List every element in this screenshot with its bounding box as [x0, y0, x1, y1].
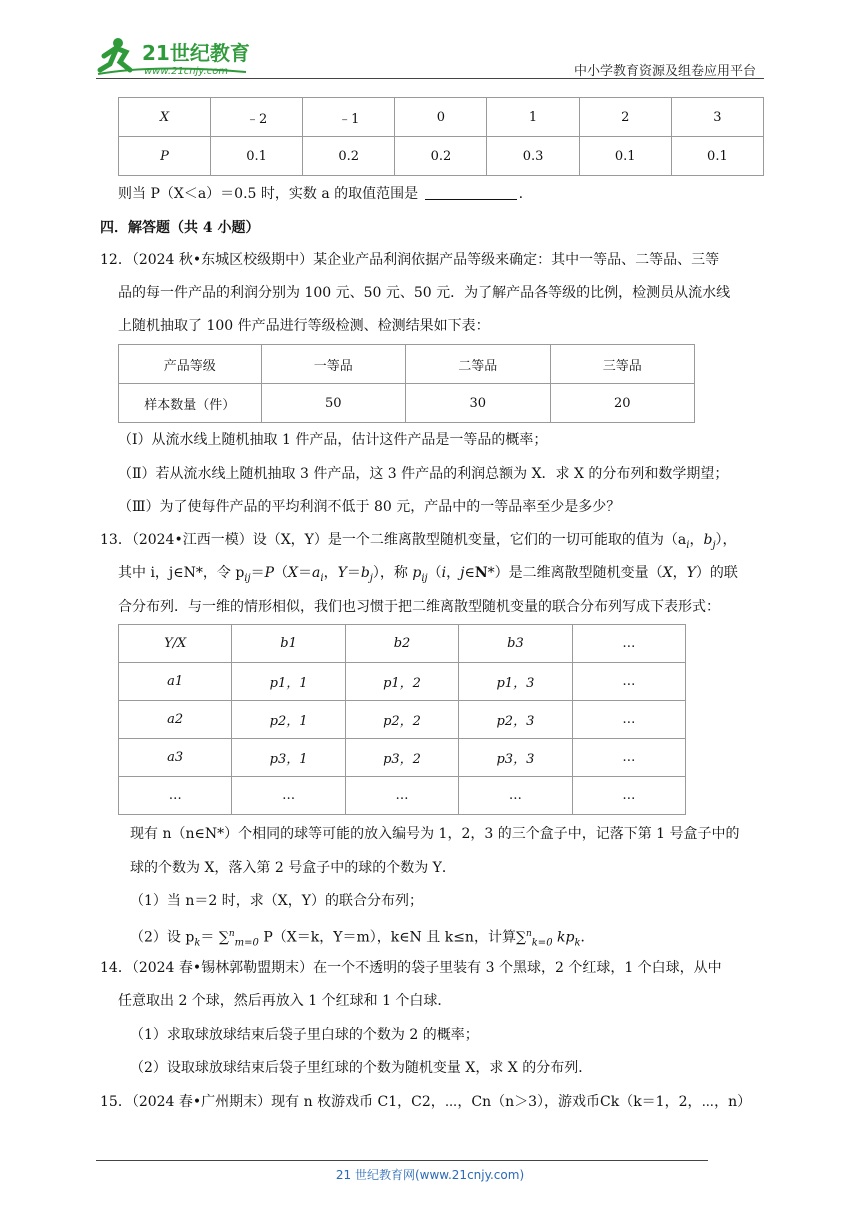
table-cell: ﹣1: [303, 98, 395, 137]
table-cell: …: [232, 777, 345, 815]
table-row: [119, 384, 695, 423]
table-cell: …: [572, 663, 685, 701]
table-cell: 3: [671, 98, 763, 137]
table-cell: p2，3: [459, 701, 572, 739]
table-cell: 0: [395, 98, 487, 137]
grade-table: [118, 344, 695, 423]
table-row: [119, 663, 686, 701]
table-row: [119, 777, 686, 815]
header-divider: [96, 78, 764, 79]
table-cell: 0.2: [303, 137, 395, 176]
row-head: a2: [119, 701, 232, 739]
table-cell: p2，2: [345, 701, 458, 739]
table-cell: p1，2: [345, 663, 458, 701]
row-head: …: [119, 777, 232, 815]
row-label-x: X: [119, 98, 211, 137]
site-logo: [96, 34, 266, 78]
q12-line3: 上随机抽取了 100 件产品进行等级检测、检测结果如下表：: [118, 318, 490, 334]
q13-line2: 其中 i，j∈N*，令 $p_{ij}=P(X=a_i$，$Y=b_j$），称 $p_{ij}(i$，j∈N*）是二维离散型随机变量（X，Y）的联: [118, 565, 738, 584]
row-label-p: P: [119, 137, 211, 176]
table-cell: …: [572, 701, 685, 739]
logo-runner-icon: [96, 34, 266, 78]
table-row: [119, 98, 764, 137]
table-cell: 50: [261, 384, 405, 423]
table-cell: …: [572, 739, 685, 777]
section-title: 四．解答题（共 4 小题）: [100, 220, 260, 236]
table-cell: p3，2: [345, 739, 458, 777]
table-cell: …: [459, 777, 572, 815]
table-cell: …: [572, 777, 685, 815]
logo-text: 21世纪教育: [142, 41, 250, 65]
footer-divider: [96, 1160, 708, 1161]
table-cell: 20: [550, 384, 695, 423]
q13-para2: 球的个数为 X，落入第 2 号盒子中的球的个数为 Y．: [130, 860, 456, 876]
table-header: b1: [232, 625, 345, 663]
table-header: 二等品: [406, 345, 550, 384]
table-cell: 0.1: [211, 137, 303, 176]
table-row: [119, 345, 695, 384]
q13-sub2-b: P（X＝k，Y＝m），k∈N 且 k≤n，计算: [263, 929, 516, 946]
table-header: 产品等级: [119, 345, 262, 384]
footer-link[interactable]: 21 世纪教育网(www.21cnjy.com): [335, 1168, 525, 1182]
table-header: 三等品: [550, 345, 695, 384]
q13-line2-text: 其中 i，j∈N*，令 p: [118, 565, 245, 581]
row-head: a1: [119, 663, 232, 701]
q13-sub2: （2）设 $p_k= \sum^n_{m=0}$ P（X＝k，Y＝m），k∈N 且 k≤n，计算∑$^n_{k=0}$ $kp_k$．: [130, 929, 595, 949]
answer-blank: [425, 185, 517, 200]
table-header: …: [572, 625, 685, 663]
table-cell: 0.2: [395, 137, 487, 176]
q11-text: 则当 P（X＜a）＝0.5 时，实数 a 的取值范围是: [118, 186, 419, 202]
table-header: b2: [345, 625, 458, 663]
table-cell: …: [345, 777, 458, 815]
table-cell: p3，1: [232, 739, 345, 777]
q11-tail: [118, 184, 523, 204]
table-row: [119, 137, 764, 176]
q13-line1: 13．（2024•江西一模）设（X，Y）是一个二维离散型随机变量，它们的一切可能取的值为（$a_i$，$b_j$），: [100, 532, 737, 551]
q13-sub1: （1）当 n＝2 时，求（X，Y）的联合分布列；: [130, 893, 423, 909]
q12-sub1: （Ⅰ）从流水线上随机抽取 1 件产品，估计这件产品是一等品的概率；: [118, 432, 548, 448]
table-cell: p1，1: [232, 663, 345, 701]
table-header: b3: [459, 625, 572, 663]
q14-line1: 14．（2024 春•锡林郭勒盟期末）在一个不透明的袋子里装有 3 个黑球，2 个红球，1 个白球，从中: [100, 960, 722, 976]
q14-sub2: （2）设取球放球结束后袋子里红球的个数为随机变量 X，求 X 的分布列．: [130, 1060, 593, 1076]
q12-line2: 品的每一件产品的利润分别为 100 元、50 元、50 元．为了解产品各等级的比例，检测员从流水线: [118, 285, 731, 301]
table-cell: 0.1: [579, 137, 671, 176]
q13-sub2-c: kp: [557, 929, 575, 946]
q13-line3: 合分布列．与一维的情形相似，我们也习惯于把二维离散型随机变量的联合分布列写成下表形式：: [118, 599, 720, 615]
table-row: [119, 739, 686, 777]
q12-sub3: （Ⅲ）为了使每件产品的平均利润不低于 80 元，产品中的一等品率至少是多少？: [118, 499, 621, 515]
table-header: 一等品: [261, 345, 405, 384]
table-row: [119, 701, 686, 739]
q11-period: .: [518, 186, 524, 202]
joint-distribution-table: [118, 624, 686, 815]
q14-sub1: （1）求取球放球结束后袋子里白球的个数为 2 的概率；: [130, 1027, 479, 1043]
table-cell: 30: [406, 384, 550, 423]
row-head: a3: [119, 739, 232, 777]
table-cell: 1: [487, 98, 579, 137]
q13-line1-text: 13．（2024•江西一模）设（X，Y）是一个二维离散型随机变量，它们的一切可能取的值为（a: [100, 532, 687, 548]
distribution-table: [118, 97, 764, 176]
logo-url: www.21cnjy.com: [144, 66, 229, 77]
table-cell: 2: [579, 98, 671, 137]
table-corner: Y/X: [119, 625, 232, 663]
q14-line2: 任意取出 2 个球，然后再放入 1 个红球和 1 个白球．: [118, 993, 452, 1009]
q15-line1: 15．（2024 春•广州期末）现有 n 枚游戏币 C1，C2，⋯，Cn（n＞3），游戏币Ck（k＝1，2，⋯，n）: [100, 1094, 752, 1110]
q13-para1: 现有 n（n∈N*）个相同的球等可能的放入编号为 1，2，3 的三个盒子中，记落下第 1 号盒子中的: [130, 826, 740, 842]
header-tagline: 中小学教育资源及组卷应用平台: [573, 64, 756, 79]
table-cell: 0.1: [671, 137, 763, 176]
table-row: [119, 625, 686, 663]
q12-sub2: （Ⅱ）若从流水线上随机抽取 3 件产品，这 3 件产品的利润总额为 X．求 X 的分布列和数学期望；: [118, 466, 729, 482]
table-cell: p2，1: [232, 701, 345, 739]
table-cell: ﹣2: [211, 98, 303, 137]
q13-sub2-a: （2）设 p: [130, 929, 195, 946]
table-cell: 0.3: [487, 137, 579, 176]
table-cell: 样本数量（件）: [119, 384, 262, 423]
table-cell: p1，3: [459, 663, 572, 701]
q12-line1: 12．（2024 秋•东城区校级期中）某企业产品利润依据产品等级来确定：其中一等品、二等品、三等: [100, 252, 720, 268]
table-cell: p3，3: [459, 739, 572, 777]
